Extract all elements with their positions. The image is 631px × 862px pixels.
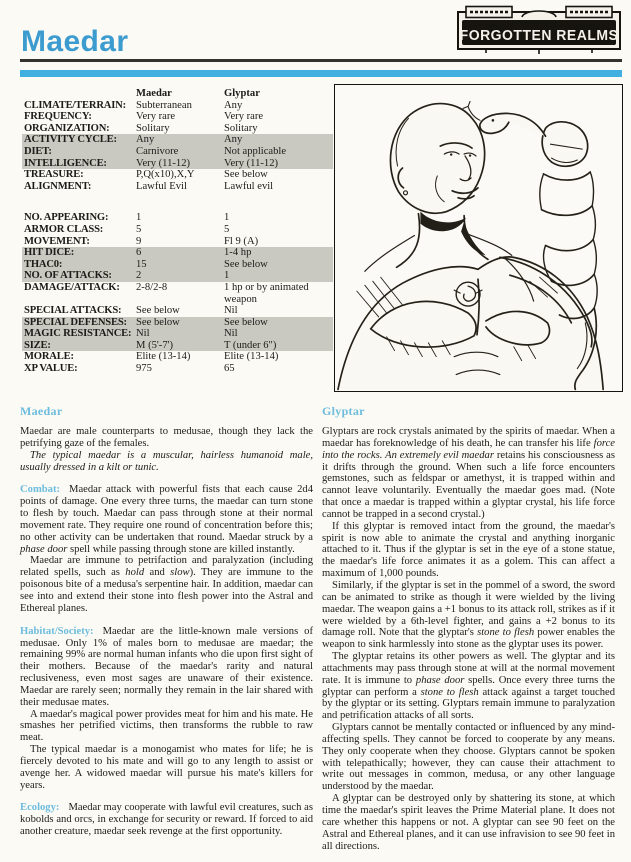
stat-value-maedar: See below — [136, 316, 180, 328]
stat-label: SIZE: — [24, 339, 51, 351]
stat-label: MORALE: — [24, 351, 74, 363]
stat-value-maedar: 6 — [136, 247, 142, 259]
stat-row — [22, 270, 333, 282]
stat-row — [22, 351, 333, 363]
stat-row — [22, 100, 333, 112]
stat-row — [22, 158, 333, 170]
stat-value-glyptar: Very (11-12) — [224, 157, 279, 169]
stat-label: INTELLIGENCE: — [24, 157, 107, 169]
stat-value-maedar: P,Q(x10),X,Y — [136, 169, 195, 181]
stat-value-maedar: Elite (13-14) — [136, 351, 191, 363]
stat-value-glyptar: Very rare — [224, 111, 264, 123]
body-paragraph: Maedar are immune to petrifaction and paralyzation (including related spells, such as hold and slow). They are immune to the poisonous bite of a medusa's serpentine hair. In addition, maedar can see into and extend their stone into flesh power into the Astral and Ethereal planes. — [20, 555, 314, 614]
body-paragraph: A glyptar can be destroyed only by shattering its stone, at which time the maedar's spirit leaves the Prime Material plane. It does not care whether this happens or not. A glyptar can see 90 feet on the Astral and Ethereal planes, and it can use infravision to see 90 feet in all directions. — [322, 793, 615, 852]
stat-value-maedar: Solitary — [136, 122, 170, 134]
title-rule — [20, 59, 622, 62]
body-paragraph: The typical maedar is a muscular, hairless humanoid male, usually dressed in a kilt or tunic. — [20, 449, 313, 473]
stat-row — [22, 236, 333, 248]
stat-label: DIET: — [24, 145, 52, 157]
stat-label: SPECIAL ATTACKS: — [24, 305, 122, 317]
stat-value-glyptar: Nil — [224, 305, 238, 317]
page-title: Maedar — [21, 25, 129, 58]
maedar-illustration — [334, 84, 623, 392]
inline-section-heading: Habitat/Society: — [20, 625, 94, 637]
stat-row — [22, 317, 333, 329]
stat-value-glyptar: Fl 9 (A) — [224, 235, 259, 247]
stat-value-glyptar: 1 — [224, 270, 230, 282]
stat-value-maedar: Subterranean — [136, 99, 192, 111]
body-paragraph: Maedar are male counterparts to medusae, though they lack the petrifying gaze of the females. — [20, 426, 313, 449]
body-paragraph: Glyptars are rock crystals animated by the spirits of maedar. When a maedar has foreknowledge of his death, he can transfer his life force into the rocks. An extremely evil maedar retains his consciousness as it drifts through the ground. When such a life force encounters gemstones, such as feldspar or amethyst, it is trapped within and cannot leave voluntarily. Eventually the maedar goes mad. (Note that once a maedar is trapped within a glyptar crystal, his life force cannot be trapped in a second crystal.) — [322, 426, 615, 520]
stat-value-glyptar: See below — [224, 316, 268, 328]
stat-label: FREQUENCY: — [24, 111, 92, 123]
stat-value-maedar: 15 — [136, 258, 147, 270]
body-paragraph: Glyptars cannot be mentally contacted or influenced by any mind-affecting spells. They cannot be forced to cooperate by any means. They only cooperate when they choose. Glyptars cannot be spoken with telepathically; however, they can cause their attachment to write out messages in common, medusa, or any other language understood by the maedar. — [322, 722, 615, 793]
stat-row — [22, 363, 333, 375]
body-paragraph: Ecology: Maedar may cooperate with lawful evil creatures, such as kobolds and orcs, in exchange for security or reward. If forced to aid another creature, maedar seek revenge at the first opportunity. — [20, 802, 313, 838]
stat-column-header-maedar: Maedar — [136, 88, 172, 99]
stat-label: SPECIAL DEFENSES: — [24, 316, 127, 328]
section-heading: Maedar — [20, 404, 63, 418]
body-paragraph: A maedar's magical power provides meat for him and his mate. He smashes her petrified victims, then transforms the rubble to raw meat. — [20, 708, 313, 744]
right-text-column — [322, 404, 615, 852]
inline-section-heading: Ecology: — [20, 802, 60, 814]
stat-row — [22, 340, 333, 352]
stat-row — [22, 123, 333, 135]
body-paragraph: The glyptar retains its other powers as well. The glyptar and its attachments may pass through stone at will at the normal movement rate. It is immune to phase door spells. Once every three turns the glyptar can perform a stone to flesh attack against a target touched by the glyptar or its setting. Glyptars remain immune to paralyzation and petrification attacks of all sorts. — [322, 651, 615, 722]
stat-row — [22, 328, 333, 340]
stat-value-glyptar: Nil — [224, 328, 238, 340]
stat-label: NO. OF ATTACKS: — [24, 270, 112, 282]
stat-value-maedar: 9 — [136, 235, 142, 247]
stat-value-maedar: 2 — [136, 270, 142, 282]
stat-row — [22, 181, 333, 193]
stat-label: ARMOR CLASS: — [24, 223, 104, 235]
stat-value-glyptar: See below — [224, 169, 268, 181]
stat-value-glyptar: Elite (13-14) — [224, 351, 279, 363]
accent-bar — [20, 70, 622, 77]
stat-table-header — [22, 88, 333, 100]
stat-table — [22, 88, 333, 375]
stat-value-maedar: See below — [136, 305, 180, 317]
stat-column-header-glyptar: Glyptar — [224, 88, 260, 99]
body-paragraph: Combat: Maedar attack with powerful fists that each cause 2d4 points of damage. One every three turns, the maedar can turn stone to flesh by touch. Maedar can pass through stone at their normal movement rate. They require one round of concentration before this; no other activity can be undertaken that round. Maedar struck by a phase door spell while passing through stone are killed instantly. — [20, 484, 313, 555]
stat-label: CLIMATE/TERRAIN: — [24, 99, 126, 111]
stat-label: TREASURE: — [24, 169, 84, 181]
stat-row — [22, 212, 333, 224]
stat-value-maedar: Lawful Evil — [136, 180, 187, 192]
stat-value-maedar: Nil — [136, 328, 150, 340]
stat-value-glyptar: T (under 6") — [224, 339, 277, 351]
inline-section-heading: Combat: — [20, 484, 61, 496]
stat-row — [22, 111, 333, 123]
stat-row — [22, 169, 333, 181]
stat-label: THAC0: — [24, 258, 63, 270]
stat-value-maedar: Any — [136, 134, 155, 146]
stat-value-glyptar: 1 hp or by animated weapon — [224, 281, 309, 305]
stat-value-glyptar: 1 — [224, 212, 230, 224]
section-heading: Glyptar — [322, 404, 365, 418]
stat-label: ALIGNMENT: — [24, 180, 92, 192]
stat-value-glyptar: See below — [224, 258, 268, 270]
stat-label: HIT DICE: — [24, 247, 75, 259]
stat-label: ORGANIZATION: — [24, 122, 110, 134]
stat-value-glyptar: Not applicable — [224, 145, 287, 157]
stat-label: MOVEMENT: — [24, 235, 90, 247]
left-text-column — [20, 404, 313, 838]
body-paragraph: Habitat/Society: Maedar are the little-known male versions of medusae. Only 1% of males born to medusae are maedar; the remaining 99% are normal human infants who die upon first sight of their mothers. Because of the maedar's rarity and natural reclusiveness, even most sages are unaware of their existence. Maedar are rarely seen; normally they remain in the lair shared with their medusae mates. — [20, 625, 313, 708]
stat-label: DAMAGE/ATTACK: — [24, 281, 120, 293]
stat-value-maedar: 975 — [136, 363, 152, 375]
stat-label: ACTIVITY CYCLE: — [24, 134, 117, 146]
stat-row — [22, 224, 333, 236]
stat-value-maedar: 2-8/2-8 — [136, 281, 168, 293]
stat-value-glyptar: 65 — [224, 363, 235, 375]
stat-value-maedar: Very rare — [136, 111, 176, 123]
stat-row — [22, 259, 333, 271]
stat-label: XP VALUE: — [24, 363, 78, 375]
maedar-snake-drawing — [335, 85, 622, 391]
stat-value-glyptar: 5 — [224, 223, 230, 235]
stat-row — [22, 247, 333, 259]
stat-row — [22, 146, 333, 158]
stat-value-glyptar: Any — [224, 134, 243, 146]
stat-value-maedar: 1 — [136, 212, 142, 224]
stat-value-glyptar: Lawful evil — [224, 180, 274, 192]
stat-value-maedar: Very (11-12) — [136, 157, 191, 169]
body-paragraph: The typical maedar is a monogamist who mates for life; he is fiercely devoted to his mate and will go to any length to assist or avenge her. A widowed maedar will pursue his mate's killers for years. — [20, 744, 313, 791]
stat-value-maedar: 5 — [136, 223, 142, 235]
stat-value-glyptar: Solitary — [224, 122, 258, 134]
stat-row — [22, 134, 333, 146]
forgotten-realms-logo-graphic — [456, 5, 622, 56]
stat-value-maedar: M (5'-7') — [136, 339, 174, 351]
forgotten-realms-logo — [456, 5, 622, 56]
stat-value-glyptar: Any — [224, 99, 243, 111]
logo-text: FORGOTTEN REALMS — [459, 27, 619, 45]
stat-row — [22, 305, 333, 317]
stat-label: NO. APPEARING: — [24, 212, 109, 224]
body-paragraph: Similarly, if the glyptar is set in the pommel of a sword, the sword can be animated to strike as though it were wielded by the living maedar. The weapon gains a +1 bonus to its attack roll, strikes as if it were wielded by a 6th-level fighter, and gains a +2 bonus to its damage roll. Note that the glyptar's stone to flesh power enables the weapon to sink harmlessly into stone as the glyptar uses its power. — [322, 579, 615, 651]
stat-value-glyptar: 1-4 hp — [224, 247, 252, 259]
stat-row — [22, 282, 333, 305]
stat-value-maedar: Carnivore — [136, 145, 179, 157]
stat-label: MAGIC RESISTANCE: — [24, 328, 132, 340]
body-paragraph: If this glyptar is removed intact from the ground, the maedar's spirit is now able to animate the crystal and anything inorganic attached to it. Thus if the glyptar is set in the eye of a stone statue, the maedar's life force animates it as a golem. This can affect a maximum of 1,000 pounds. — [322, 520, 615, 580]
